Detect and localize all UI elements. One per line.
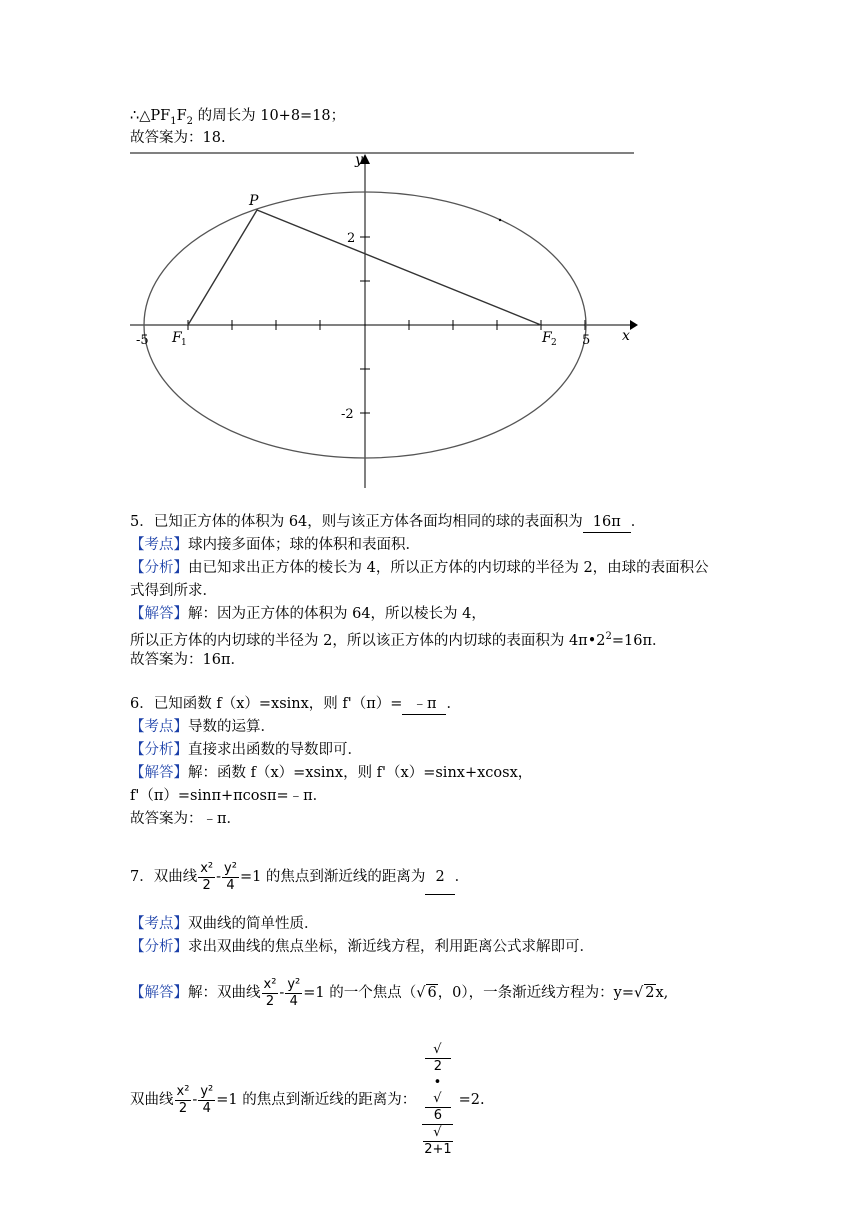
- q7-frac-y-num: y²: [224, 860, 237, 876]
- point-f2-sub: 2: [551, 338, 557, 348]
- stray-dot: [499, 219, 501, 221]
- q5-kaodian-tag: 【考点】: [130, 537, 188, 553]
- sqrt-symbol: √: [416, 985, 426, 1001]
- intro-text-c: 的周长为 10+8=18；: [193, 108, 346, 124]
- q6-kaodian: [130, 717, 275, 737]
- q7-jieda2-frac-y-num: y²: [200, 1083, 214, 1099]
- q7-fenxi: [130, 937, 594, 957]
- q6-jieda-1: [130, 763, 532, 783]
- x-tick-label-neg5: -5: [136, 333, 149, 348]
- q7-frac-y: [222, 861, 239, 894]
- x-tick-label-5: 5: [582, 333, 591, 348]
- q7-sqrt2: 2: [645, 985, 655, 1001]
- q5-final: 故答案为：16π．: [130, 652, 245, 668]
- q7-jieda-frac-x-den: 2: [265, 993, 275, 1009]
- q7-stem-mid: =1 的焦点到渐近线的距离为: [239, 869, 426, 885]
- intro-sub-2: 2: [186, 115, 194, 127]
- q5-jieda-sup: 2: [605, 631, 612, 642]
- intro-text-b: F: [176, 108, 187, 124]
- q5-fenxi-1: [130, 558, 709, 578]
- q5-stem: [130, 512, 645, 533]
- q6-stem-text: 6．已知函数 f（x）=xsinx，则 f'（π）=: [130, 696, 403, 712]
- sqrt-symbol: √: [433, 1042, 442, 1057]
- q7-jieda-2: [130, 1042, 485, 1158]
- q7-stem-prefix: 7．双曲线: [130, 869, 198, 885]
- q7-jieda2-frac-x-den: 2: [178, 1100, 188, 1116]
- q7-jieda-mid-3: =1 的焦点到渐近线的距离为：: [216, 1092, 417, 1108]
- sqrt-symbol: √: [433, 1125, 442, 1140]
- q7-jieda-tag: 【解答】: [130, 985, 188, 1001]
- q5-jieda-text-1: 解：因为正方体的体积为 64，所以棱长为 4，: [188, 606, 486, 622]
- q5-answer: 16π: [583, 512, 631, 533]
- q5-jieda-text-2b: =16π．: [611, 632, 667, 649]
- q7-distance-den: [422, 1125, 452, 1158]
- q7-kaodian-text: 双曲线的简单性质．: [188, 916, 319, 932]
- q5-kaodian: [130, 535, 420, 555]
- q5-jieda-1: [130, 604, 486, 624]
- q6-stem: [130, 694, 461, 715]
- ellipse-figure: [128, 148, 638, 493]
- q7-kaodian-tag: 【考点】: [130, 916, 188, 932]
- q7-kaodian: [130, 914, 319, 934]
- q7-frac-x-num: x²: [200, 860, 214, 876]
- q6-answer: ﹣π: [402, 694, 446, 715]
- q7-stem-end: ．: [454, 869, 470, 885]
- intro-text-a: ∴△PF: [130, 108, 171, 124]
- q5-jieda-2: [130, 627, 667, 651]
- q7-frac-y-den: 4: [226, 877, 235, 893]
- q7-dist-den: 2+1: [424, 1142, 452, 1157]
- q5-kaodian-text: 球内接多面体；球的体积和表面积．: [188, 537, 420, 553]
- q7-dist-sqrt6: 6: [425, 1107, 450, 1124]
- q7-stem: [130, 860, 469, 895]
- q7-jieda2-frac-x: [175, 1084, 192, 1117]
- q7-fenxi-tag: 【分析】: [130, 939, 188, 955]
- q6-kaodian-text: 导数的运算．: [188, 719, 275, 735]
- q6-fenxi: [130, 740, 362, 760]
- q7-jieda2-frac-y: [198, 1084, 215, 1117]
- q5-fenxi-tag: 【分析】: [130, 560, 188, 576]
- q7-jieda-mid-2: ，0），一条渐近线方程为：y=: [437, 985, 635, 1001]
- q7-jieda-prefix-1: 解：双曲线: [188, 985, 261, 1001]
- sqrt-symbol: √: [433, 1091, 442, 1106]
- ellipse-figure-svg: [128, 148, 638, 493]
- q7-dist-sqrt2: 2: [425, 1058, 450, 1075]
- q7-jieda-end-1: x,: [655, 985, 669, 1001]
- q7-jieda-frac-y: [285, 977, 302, 1010]
- intro-line-2: 故答案为：18.: [130, 130, 226, 146]
- q7-frac-x: [198, 861, 215, 894]
- q7-distance-num: [422, 1042, 452, 1125]
- y-tick-label-2: 2: [347, 231, 356, 246]
- point-p-label: P: [249, 193, 259, 209]
- q6-jieda-2: f'（π）=sinπ+πcosπ=﹣π．: [130, 788, 328, 804]
- y-axis-label: y: [355, 152, 363, 168]
- q6-kaodian-tag: 【考点】: [130, 719, 188, 735]
- q5-jieda-tag: 【解答】: [130, 606, 188, 622]
- q6-fenxi-text: 直接求出函数的导数即可．: [188, 742, 362, 758]
- q5-fenxi-2: 式得到所求．: [130, 583, 217, 599]
- q7-jieda-frac-y-den: 4: [289, 993, 298, 1009]
- q7-jieda-prefix-2: 双曲线: [130, 1092, 174, 1108]
- q7-jieda2-minus: -: [192, 1092, 198, 1108]
- point-f1-sub: 1: [181, 338, 187, 348]
- q5-stem-end: ．: [630, 514, 646, 530]
- q7-jieda-minus: -: [279, 985, 285, 1001]
- sqrt-symbol: √: [634, 985, 644, 1001]
- point-f1-label: F: [172, 330, 182, 346]
- point-f2-label: F: [542, 330, 552, 346]
- q5-jieda-text-2a: 所以正方体的内切球的半径为 2，所以该正方体的内切球的表面积为 4π•2: [130, 632, 606, 649]
- q7-minus: -: [216, 869, 222, 885]
- q7-frac-x-den: 2: [202, 877, 211, 893]
- q7-jieda-mid-1: =1 的一个焦点（: [303, 985, 417, 1001]
- q7-fenxi-text: 求出双曲线的焦点坐标，渐近线方程，利用距离公式求解即可．: [188, 939, 594, 955]
- q7-distance-frac: [422, 1042, 452, 1158]
- q7-sqrt6: 6: [427, 985, 437, 1001]
- q7-answer: 2: [425, 860, 454, 895]
- q7-jieda-end-2: =2.: [458, 1092, 485, 1108]
- x-axis-label: x: [622, 328, 630, 344]
- q7-jieda-1: [130, 976, 668, 1010]
- q7-jieda-frac-y-num: y²: [287, 976, 301, 992]
- q6-final: 故答案为：﹣π．: [130, 811, 242, 827]
- q7-jieda2-frac-x-num: x²: [176, 1083, 190, 1099]
- x-axis-arrow: [630, 320, 638, 330]
- q6-fenxi-tag: 【分析】: [130, 742, 188, 758]
- q6-jieda-text-1: 解：函数 f（x）=xsinx，则 f'（x）=sinx+xcosx，: [188, 765, 533, 781]
- q5-fenxi-text-1: 由已知求出正方体的棱长为 4，所以正方体的内切球的半径为 2，由球的表面积公: [188, 560, 709, 576]
- q7-jieda-frac-x-num: x²: [263, 976, 277, 992]
- q6-stem-end: ．: [446, 696, 461, 712]
- q7-jieda-frac-x: [262, 977, 279, 1010]
- y-tick-label-neg2: -2: [341, 407, 354, 422]
- q7-dist-dot: •: [433, 1075, 442, 1090]
- q6-jieda-tag: 【解答】: [130, 765, 188, 781]
- q7-jieda2-frac-y-den: 4: [202, 1100, 211, 1116]
- q5-stem-text: 5．已知正方体的体积为 64，则与该正方体各面均相同的球的表面积为: [130, 514, 583, 530]
- intro-sub-1: 1: [170, 115, 177, 127]
